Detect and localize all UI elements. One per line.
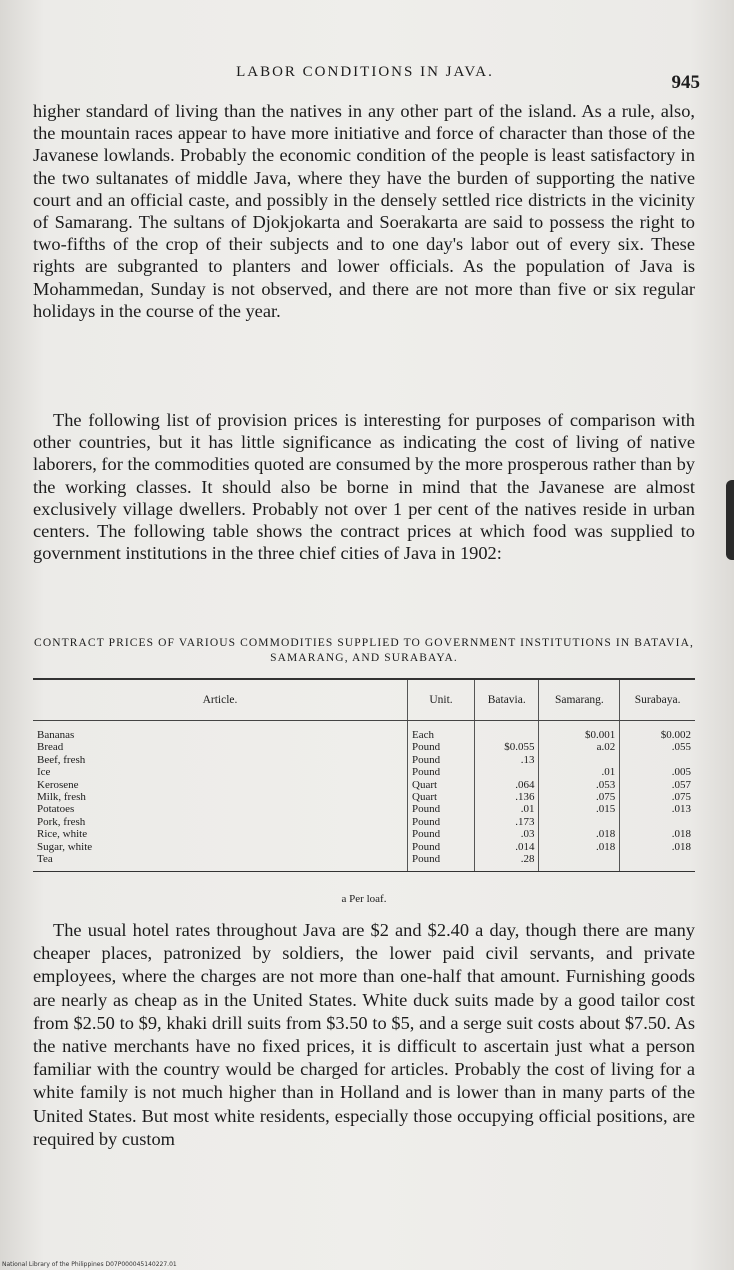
- cell-unit: Pound: [408, 841, 475, 853]
- cell-batavia: [475, 766, 539, 778]
- cell-surabaya: .018: [620, 841, 695, 853]
- table-row: [33, 853, 695, 871]
- table-row: [33, 779, 695, 791]
- cell-samarang: .075: [539, 791, 620, 803]
- cell-batavia: .064: [475, 779, 539, 791]
- binding-edge-mark: [726, 480, 734, 560]
- cell-unit: Pound: [408, 816, 475, 828]
- column-header-unit: Unit.: [408, 680, 475, 721]
- cell-unit: Pound: [408, 741, 475, 753]
- table-row: [33, 816, 695, 828]
- cell-unit: Each: [408, 721, 475, 742]
- table-row: [33, 741, 695, 753]
- paragraph-provision-prices: The following list of provision prices is interesting for purposes of comparison with other countries, but it has little significance as indicating the cost of living of native laborers, for the commodities quoted are consumed by the more prosperous rather than by the working classes. It should also be borne in mind that the Javanese are almost exclusively village dwellers. Probably not over 1 per cent of the natives reside in urban centers. The following table shows the contract prices at which food was supplied to government institutions in the three chief cities of Java in 1902:: [33, 410, 695, 564]
- page-number: 945: [671, 72, 700, 93]
- cell-samarang: [539, 754, 620, 766]
- cell-samarang: .018: [539, 841, 620, 853]
- cell-surabaya: .013: [620, 803, 695, 815]
- cell-article: Potatoes: [37, 803, 75, 816]
- cell-samarang: .053: [539, 779, 620, 791]
- cell-article: Rice, white: [37, 828, 88, 841]
- column-header-surabaya: Surabaya.: [620, 680, 695, 721]
- table-row: [33, 791, 695, 803]
- scan-stamp: National Library of the Philippines D07P000045140227.01: [2, 1261, 177, 1268]
- table-row: [33, 754, 695, 766]
- cell-article: Bananas: [37, 729, 75, 741]
- column-header-batavia: Batavia.: [475, 680, 539, 721]
- cell-surabaya: [620, 816, 695, 828]
- column-header-samarang: Samarang.: [539, 680, 620, 721]
- cell-batavia: $0.055: [475, 741, 539, 753]
- cell-unit: Pound: [408, 803, 475, 815]
- cell-batavia: .01: [475, 803, 539, 815]
- cell-surabaya: .005: [620, 766, 695, 778]
- table-caption: CONTRACT PRICES OF VARIOUS COMMODITIES SUPPLIED TO GOVERNMENT INSTITUTIONS IN BATAVIA, SAMARANG, AND SURABAYA.: [34, 637, 694, 664]
- cell-samarang: $0.001: [539, 721, 620, 742]
- cell-article: Sugar, white: [37, 840, 93, 853]
- cell-article: Milk, fresh: [37, 791, 86, 804]
- cell-article: Bread: [37, 741, 64, 754]
- table-row: [33, 766, 695, 778]
- cell-unit: Pound: [408, 766, 475, 778]
- page-header: [30, 62, 700, 96]
- cell-surabaya: [620, 853, 695, 871]
- cell-samarang: .01: [539, 766, 620, 778]
- cell-batavia: .136: [475, 791, 539, 803]
- cell-surabaya: .018: [620, 828, 695, 840]
- cell-article: Ice: [37, 766, 51, 779]
- table-row: [33, 841, 695, 853]
- table-row: [33, 721, 695, 742]
- price-table: [33, 678, 695, 872]
- cell-samarang: .015: [539, 803, 620, 815]
- cell-article: Kerosene: [37, 778, 79, 791]
- paragraph-hotel-rates: The usual hotel rates throughout Java are $2 and $2.40 a day, though there are many cheaper places, patronized by soldiers, the lower paid civil servants, and private employees, where the charges are not more than one-half that amount. Furnishing goods are nearly as cheap as in the United States. White duck suits made by a good tailor cost from $2.50 to $9, khaki drill suits from $3.50 to $5, and a serge suit costs about $7.50. As the native merchants have no fixed prices, it is difficult to ascertain just what a person familiar with the country would be charged for articles. Probably the cost of living for a white family is not much higher than in Holland and is lower than in many parts of the United States. But most white residents, especially those occupying official positions, are required by custom: [33, 920, 695, 1149]
- cell-batavia: .28: [475, 853, 539, 871]
- cell-batavia: [475, 721, 539, 742]
- cell-samarang: .018: [539, 828, 620, 840]
- cell-unit: Pound: [408, 828, 475, 840]
- table-footnote: a Per loaf.: [341, 893, 387, 905]
- cell-surabaya: [620, 754, 695, 766]
- running-title: LABOR CONDITIONS IN JAVA.: [236, 64, 494, 80]
- cell-batavia: .13: [475, 754, 539, 766]
- cell-surabaya: .057: [620, 779, 695, 791]
- table-row: [33, 828, 695, 840]
- table-header-row: [33, 680, 695, 721]
- cell-samarang: a.02: [539, 741, 620, 753]
- cell-samarang: [539, 816, 620, 828]
- cell-article: Beef, fresh: [37, 753, 86, 766]
- cell-samarang: [539, 853, 620, 871]
- paragraph-living-standards: higher standard of living than the natives in any other part of the island. As a rule, also, the mountain races appear to have more initiative and force of character than those of the Javanese lowlands. Probably the economic condition of the people is least satisfactory in the two sultanates of middle Java, where they have the burden of supporting the native court and an official caste, and possibly in the densely settled rice districts in the vicinity of Samarang. The sultans of Djokjokarta and Soerakarta are said to possess the right to two-fifths of the crop of their subjects and to one day's labor out of every six. These rights are subgranted to planters and lower officials. As the population of Java is Mohammedan, Sunday is not observed, and there are not more than five or six regular holidays in the course of the year.: [33, 101, 695, 321]
- cell-surabaya: $0.002: [620, 721, 695, 742]
- cell-article: Pork, fresh: [37, 815, 86, 828]
- cell-unit: Pound: [408, 853, 475, 871]
- cell-batavia: .173: [475, 816, 539, 828]
- cell-unit: Quart: [408, 779, 475, 791]
- table-row: [33, 803, 695, 815]
- cell-surabaya: .055: [620, 741, 695, 753]
- column-header-article: Article.: [33, 680, 408, 721]
- cell-unit: Pound: [408, 754, 475, 766]
- cell-article: Tea: [37, 853, 53, 866]
- cell-surabaya: .075: [620, 791, 695, 803]
- cell-batavia: .014: [475, 841, 539, 853]
- cell-batavia: .03: [475, 828, 539, 840]
- cell-unit: Quart: [408, 791, 475, 803]
